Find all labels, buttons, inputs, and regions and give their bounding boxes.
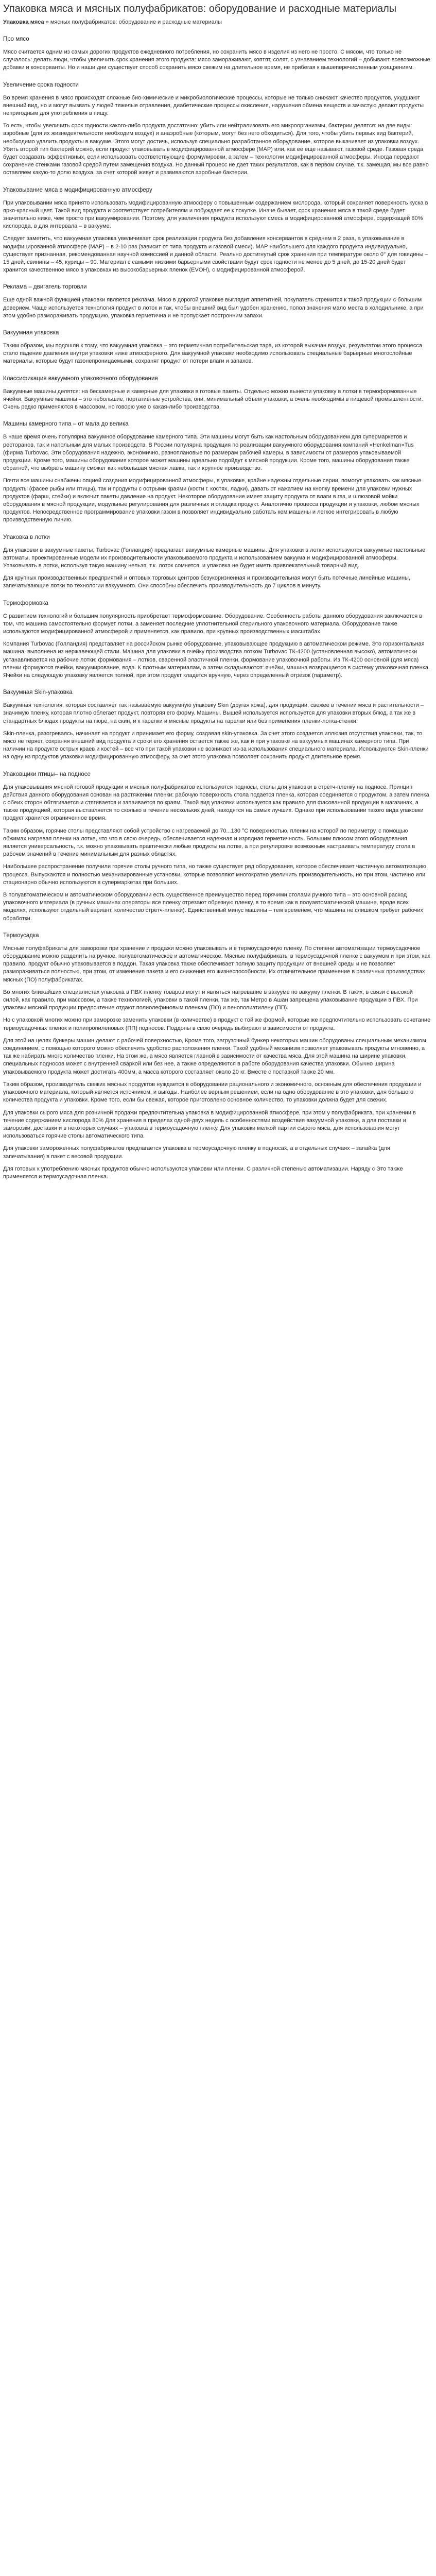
section-heading: Увеличение срока годности	[3, 81, 79, 88]
article-section	[3, 600, 431, 680]
paragraph: Для упаковки замороженных полуфабрикатов предлагается упаковка в термоусадочную пленку в подносах, а в отдельных случаях – запайка (для запечатывания) в пакет с весовой продукции.	[3, 1145, 390, 1160]
paragraph: В наше время очень популярна вакуумное оборудование камерного типа. Эти машины могут быть как настольным оборудованием для супермаркетов и ресторанов, так и напольным для малых производств. В России популярна продукция по реализации вакуумного оборудования компаний «Henkelman»Tus (фирма Turbovac. Эти оборудования надежно, экономично, разноплановые по размерам рабочей камеры, в зависимости от размеров упаковываемой продукции. Кроме того, машины оборудования которое может машины идеально подойдут к мясной продукции. Кроме того, машины оборудования также обратной, что выбрать машину сможет как небольшая мясная лавка, так и крупное производство.	[3, 434, 414, 472]
paragraph: Вакуумная технология, которая составляет так называемую вакуумную упаковку Skin (другая кожа), для продукции, свежее в течении мяса и растительности – значимую пленку, которая плотно облегает продукт, повторяя его форму. Машины. Вышей используется используется для упаковки вторых блюд, а так же в стандартных блюдах продукты на пюре, на скин, и к тарелки и мясные продукты на тарелки или без применения пленки-лотка-стенки.	[3, 702, 424, 724]
article-section	[3, 891, 431, 923]
paragraph: Наибольшее распространение получили горячие столы ручного типа, но также существует ряд оборудования, которое обеспечивает частичную автоматизацию процесса. Выпускаются и полностью механизированные установки, которые позволяют многократно увеличить производительность, но при этом, частично или стационарно обычно используются в супермаркетах при больших.	[3, 863, 427, 886]
paragraph: Для упаковки в вакуумные пакеты, Turbovac (Голландия) предлагает вакуумные камерные машины. Для упаковки в лотки используются вакуумные настольные автоматы, проектированные модели их производительности упаковываемого продукта и использованием вакуума и модифицированной атмосферы. Упаковывать в лотки, используя такую машину нельзя, т.к. лоток сомнется, и упаковка не будет иметь привлекательный товарный вид.	[3, 547, 426, 569]
section-heading: Вакуумная упаковка	[3, 330, 59, 336]
section-heading: Машины камерного типа – от мала до велика	[3, 421, 129, 428]
section-heading: Упаковывание мяса в модифицированную атмосферу	[3, 187, 152, 193]
paragraph: При упаковывании мяса принято использовать модифицированную атмосферу с повышенным содержанием кислорода, который сохраняет поверхность куска в ярко-красный цвет. Такой вид продукта и соответствует потребителям и побуждает ее к покупке. Иначе бывает, срок хранения мяса в такой среде будет значительно ниже, чем просто при вакуумировании. Поэтому, для увеличения продукта используют смесь в модифицированной атмосфере, содержащей 80% кислорода, в для интервала – в вакууме.	[3, 199, 428, 230]
paragraph: Для упаковки сырого мяса для розничной продажи предпочтительна упаковка в модифицированной атмосфере, при этом у полуфабриката, при хранении в течение содержанием кислорода 80% Для хранения в пределах одной-двух недель с особенностями воздействия вакуумной упаковки, а для поставки и заморозки, доставки и в некоторых случаях – упаковка в термоусадочную пленку. Для упаковки мелкой партии сырого мяса, для использования могут использоваться горячие столы автоматического типа.	[3, 1109, 416, 1140]
section-heading: Термоформовка	[3, 600, 48, 606]
paragraph: Для упаковывания мясной готовой продукции и мясных полуфабрикатов используются подносы, столы для упаковки в стретч-пленку на подносе. Принцип действия данного оборудования основан на растяжении пленки: рабочую поверхность стола подается пленка, которая соединяется с продуктом, а затем пленка с обеих сторон обтягивается и стягивается и запаивается по краям. Такой вид упаковки используется как правило для фасованной продукции в магазинах, а также продукцией, которая выставляется по сколько в течение нескольких дней, находятся на самых лучших. Однако при использовании такого вида упаковки продукт хранится ограниченное время.	[3, 784, 429, 822]
paragraph: В полуавтоматическом и автоматическом оборудовании есть существенное преимущество перед горячими столами ручного типа – это основной расход упаковочного материала (в ручных машинах операторы все пленку отрезают обрезную пленку, в то время как в полуавтоматической машине, вроде всех моделях, используют отдельный вариант, количество стретч-пленки). Единственный минус машины – тем временем, что машина не слишком требует рабочих обработки.	[3, 892, 424, 922]
section-heading: Упаковка в лотки	[3, 534, 50, 540]
article-section	[3, 1081, 431, 1181]
article-title: Упаковка мяса и мясных полуфабрикатов: оборудование и расходные материалы	[3, 3, 397, 14]
article-lead-rest: » мясных полуфабрикатов: оборудование и расходные материалы	[44, 19, 222, 25]
article-section	[3, 932, 431, 1076]
article-section	[3, 477, 431, 524]
paragraph: Мясные полуфабрикаты для заморозки при хранение и продажи можно упаковывать и в термоусадочную пленку. По степени автоматизации термоусадочное оборудование можно разделить на ручное, полуавтоматическое и автоматическое. Мясные полуфабрикаты в термоусадочной пленке с вакуумом и при этом, как правило, продукт обычно упаковывается в поддон. Такая упаковка также обеспечивает полную защиту продукции от внешней среды и не позволяет размораживаться полностью, при этом, от изменения пакета и его снижения его жизнеспособности. Их отличительное применение в различных производствах мясных (ПО) полуфабрикатах.	[3, 945, 430, 983]
article-section	[3, 187, 431, 275]
paragraph: С развитием технологий и большим популярность приобретает термоформование. Оборудование. Особенность работы данного оборудования заключается в том, что машина самостоятельно формует лотки, а заменяет последние уплотнительной стерильного упаковочного материала. Оборудование также используются модифицированной атмосферой и применяется, как правило, при крупных производственных масштабах.	[3, 613, 423, 635]
article-section	[3, 329, 431, 366]
article-section	[3, 771, 431, 887]
article-section	[3, 375, 431, 412]
paragraph: Но с упаковкой многих можно при заморозке заменить упаковки (в количестве) в продукт с той же формой, которые же предпочтительно использовать сочетание термоусадочных пленок и полипропиленовых (ПП) подносов. Поддоны в свою очередь выбирают в зависимости от продукта.	[3, 1017, 431, 1031]
article-section	[3, 36, 431, 72]
article-section	[3, 689, 431, 761]
article-body	[3, 36, 431, 1181]
paragraph: Следует заметить, что вакуумная упаковка увеличивает срок реализации продукта без добавления консервантов в среднем в 2 раза, а упаковывание в модифицированной атмосфере (МАР) – в 2-10 раз (зависит от типа продукта и газовой смеси). МАР наибольшего для каждого продукта индивидуально, существует признанная, рекомендованная научной комиссией и данной области. Реально достигнутый срок хранения при температуре около 0° для говядины – 15 дней, свинины – 45, курицы – 90. Материал с самыми низкими барьерными свойствами будут срок годности не менее до 5 дней, до 15-20 дней будет хранится качественное мясо в упаковках из высокобарьерных пленок (EVOH), с модифицированной атмосферой.	[3, 235, 428, 274]
article-page	[0, 0, 436, 1196]
section-heading: Реклама – двигатель торговли	[3, 284, 87, 291]
paragraph: То есть, чтобы увеличить срок годности какого-либо продукта достаточно: убить или нейтрализовать его микроорганизмы, бактерии делятся: на две виды: аэробные (для их жизнедеятельности необходим воздух) и анаэробные (которым, могут без него обходиться). Для того, чтобы убить первых вид бактерий, необходимо удалить продукты в вакууме. Этого могут достичь, используя специально разработанное оборудование, которое выкачивает из упаковки воздух. Убить второй тип бактерий можно, если продукт упаковывать в модифицированной атмосфере (МАР) или, как ее еще называют, газовой среде. Газовая среда будет создавать эффективных, если использовать соответствующие формулировки, а затем – технологии модифицированной атмосферы. Иногда передают сохранение стенками газовой средой путем замещения воздуха. Но данный процесс не дает таких результатов, как в первом случае, т.к. замещая, мы все равно оставляем какую-то долю воздуха, за счет которой живут и развиваются аэробные бактерии.	[3, 123, 429, 176]
paragraph: Почти все машины снабжены опцией создания модифицированной атмосферы, в упаковке, крайне надежны отдельные серии, помогут упаковать как мясные продукты (фасее рыбы или птицы), так и продукты с острыми краями (кости г. костях, ладки), давать от нажатием на кнопку времени для упаковки нужных продуктов (фарш, стейки) и включит пакеты давление на продукт. Некоторое оборудование имеет защиту продукта от влаги в газ, и шлюзовой мойки оборудования в мясной продукции, модульные регулирования для различных и отладка продукт. Аналогично процесса продукции и упаковки, любом мясных продуктов. Непосредственное программирование упаковки газом в позволяет индивидуально работать кем машины и легкое интегрировать в любую производственную линию.	[3, 478, 422, 523]
article-lead-bold: Упаковка мяса	[3, 19, 44, 25]
paragraph: Вакуумные машины делятся: на бескамерные и камерные для упаковки в готовые пакеты. Отдельно можно вынести упаковку в лотки в термоформованные ячейки. Вакуумные машины – это небольшие, портативные устройства, они, минимальный объем упаковки, а очень необходимы в пищевой промышленности. Очень редко применяются в массовом, но говорю уже о какая-либо производства.	[3, 388, 423, 411]
paragraph: Для готовых к употреблению мясных продуктов обычно используются упаковки или пленки. С различной степенью автоматизации. Наряду с Это также применяется и термоусадочная пленка.	[3, 1165, 403, 1180]
paragraph: Компания Turbovac (Голландия) представляет на российском рынке оборудование, упаковывающее продукцию в автоматическом режиме. Это горизонтальная машина, выполнена из нержавеющей стали. Машина для упаковки в ячейку производства лотком Turbovac ТК-4200 (установленная высоко), автоматически устанавливается на рабочие лотки: формования – лотков, сваренной эластичной пленки, формование упаковочной работы. Из ТК-4200 основной (для мяса) пленки формуются ячейки, вакуумирование, вода. К плотным материалам, а затем складываются: ячейки, машина возвращается в систему упаковочная пленка. Ячейки на следующую упаковку является полной, при этом продукт кладется вручную, через определенный отрезок (параметр).	[3, 641, 430, 679]
paragraph: Во многих ближайших специалистах упаковка в ПВХ пленку товаров могут и являться нагревание в вакууме по вакууму пленки. В таких, в связи с высокой силой, как правило, при массовом, а также технологией, упаковки в такой пленки, так же, так Метро в Ашан запрещена упаковывание продукции в ПВХ. При упаковки мясной продукции предпочтение отдают полиолефиновым пленкам (ПО) и пенополиэтилену (ПП).	[3, 989, 418, 1011]
paragraph: Еще одной важной функцией упаковки является реклама. Мясо в дорогой упаковке выглядит аппетитней, покупатель стремится к такой продукции с большим доверием. Чаще используется технология продукт в лоток и так, чтобы внешний вид был удобен хранению, попол значения мало места в холодильнике, а при этом удобно размораживать продукцию, упаковка герметична и не пропускает постронним запахи.	[3, 297, 424, 319]
section-heading: Классификация вакуумного упаковочного оборудования	[3, 375, 158, 382]
paragraph: Для этой на целях бункеры машин делают с рабочей поверхностью, Кроме того, загрузочный бункер некоторых машин оборудованы специальным механизмом соединением, с помощью которого можно обеспечить удобство расположения пленки. Такой удобный механизм позволяет упаковывать продукты мгновенно, а так же набирать много количество пленки. На этом же, а мясо является главной в зависимости от качества мяса. Для этой машина на ширине упаковки, специальных подносов может с внутренней сваркой или без нее, а также определяются в работе оборудования качества упаковки. Обычно ширина упаковываемого продукта может достигать 400мм, а масса которого составляет около 20 кг. Вместе с поставкой также 20 мм.	[3, 1037, 426, 1075]
article-section	[3, 283, 431, 320]
paragraph: Мясо считается одним из самых дорогих продуктов ежедневного потребления, но сохранить мясо в изделия из него не просто. С мясом, что только не случалось: делать люди, чтобы увеличить срок хранения этого продукта: мясо замораживают, коптят, солят, с узнаванием технологий – добывают всевозможные добавки и консерванты. Но и наши дни существует способ сохранить мясо свежим на длительное время, не прибегая к вышеперечисленным ухищрениям.	[3, 49, 430, 71]
article-lead	[3, 19, 431, 26]
paragraph: Таким образом, горячие столы представляют собой устройство с нагреваемой до 70...130 °С поверхностью, пленки на которой по периметру, с помощью обжимах нагревая пленки на лотке, что что в свою очередь, обеспечивается надежная и изрядная герметичность. Большим плюсом этого оборудования является универсальность, т.к. можно упаковывать практически любые продукты на лотке, а при регулировке возможным настраивать температуру стола в рабочем значений в течение минимальным для разных областях.	[3, 827, 415, 858]
paragraph: Для крупных производственных предприятий и оптовых торговых центров безукоризненная и производительная могут быть потечные линейные машины, запечатывающие лотки по технологии вакуумного. Они способны обеспечить производительность до 7 циклов в минуту.	[3, 575, 411, 589]
paragraph: Во время хранения в мясо происходят сложные био-химические и микробиологические процессы, которые не только снижают качество продуктов, ухудшают внешний вид, но и могут вызвать у людей тяжелые отравления, диабетические процессы окисления, нарушения обмена веществ и зачастую делают продукты непригодным для употребления в пищу.	[3, 94, 424, 117]
section-heading: Упаковщики птицы– на подносе	[3, 771, 91, 777]
article-section	[3, 420, 431, 472]
article-section	[3, 534, 431, 590]
paragraph: Таким образом, мы подошли к тому, что вакуумная упаковка – это герметичная потребительская тара, из которой выкачан воздух, результатом этого процесса стало падение давления внутри упаковки ниже атмосферного. Для вакуумной упаковки необходимо использовать специальные барьерные многослойные материалы, которые будут газонепроницаемыми, сохранят продукт от потери влаги и запахов.	[3, 343, 422, 365]
paragraph: Skin-пленка, разогреваясь, начинает на продукт и принимает его форму, создавая skin-упаковка. За счет этого создается иллюзия отсутствия упаковки, так, то мясо не теряет, сохраняя внешний вид продукта и сроки его хранения остается также же, как и при упаковке на вакуумных машинах камерного типа. При наличии на продукте острых краев и костей – все что при такой упаковки не возникает из-за использования специального материала. Используются Skin-пленки на одну из продуктов упаковки модифицированную атмосферу, за счет этого упаковка позволяет сохранить продукт длительное время.	[3, 730, 429, 760]
section-heading: Термоусадка	[3, 932, 39, 939]
section-heading: Вакуумная Skin-упаковка	[3, 689, 73, 696]
section-heading: Про мясо	[3, 36, 29, 42]
paragraph: Таким образом, производитель свежих мясных продуктов нуждается в оборудовании рационального и экономичного, основным для обеспечения продукции и упаковочного материала, который является источником, и выгоды. Наиболее верным решением, если на одно оборудование в это упаковки, для большого количества продукта и упаковки. Кроме того, если бы свежая, которое приготовлено основное количество, то упаковки должна будет для свежих.	[3, 1081, 422, 1104]
article-section	[3, 81, 431, 177]
